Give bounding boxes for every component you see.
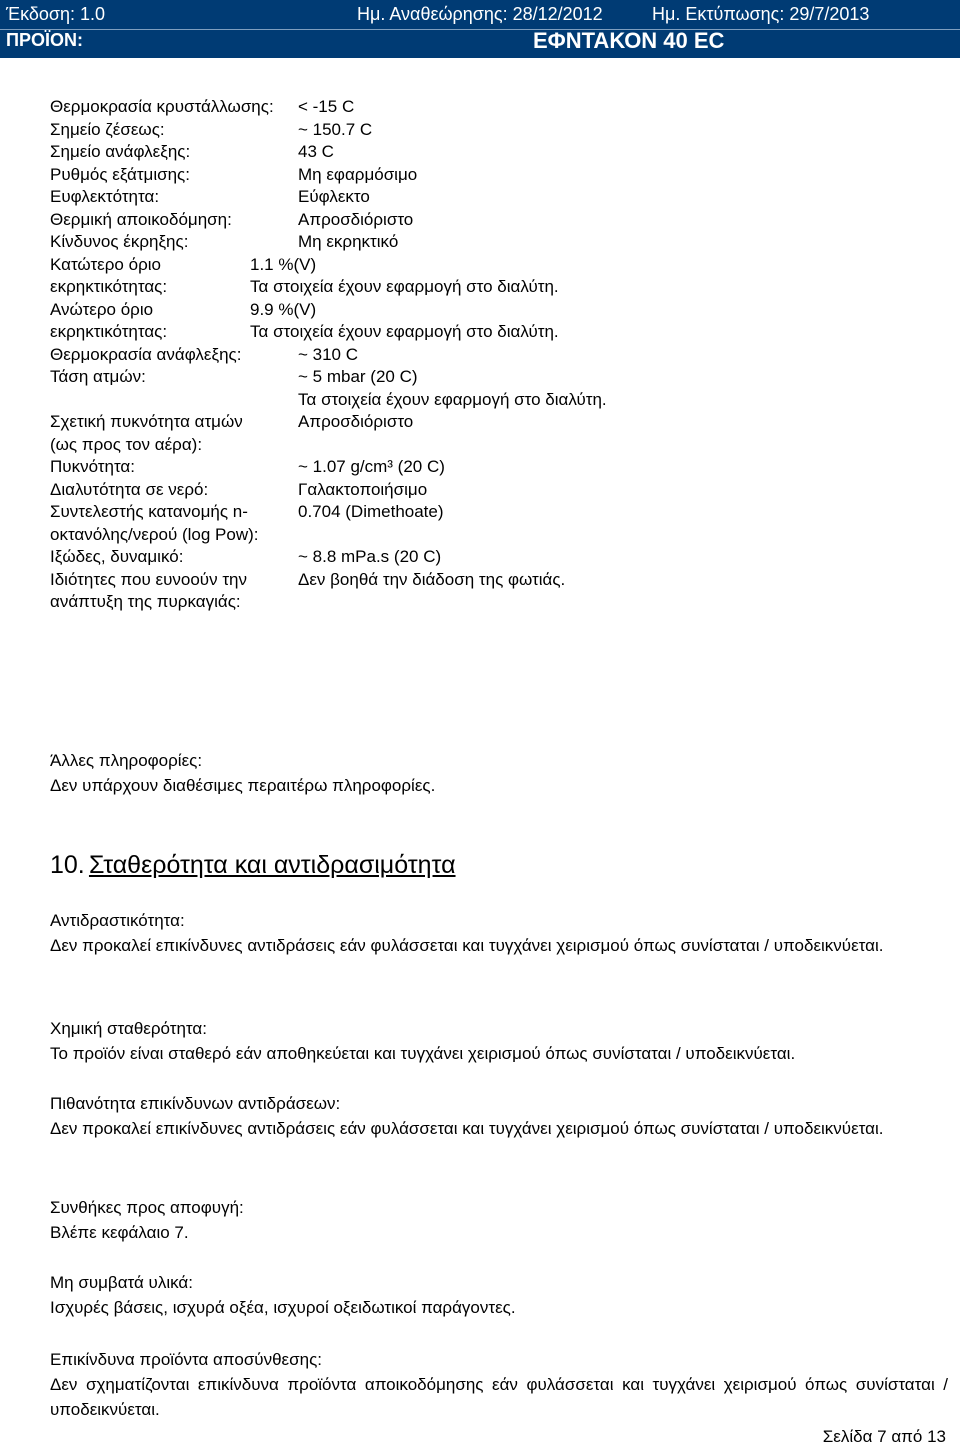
page-number: Σελίδα 7 από 13 bbox=[822, 1427, 946, 1446]
property-value: Γαλακτοποιήσιμο bbox=[298, 479, 428, 499]
property-value: 1.1 %(V) Τα στοιχεία έχουν εφαρμογή στο διαλύτη. bbox=[250, 254, 559, 296]
property-label: Ρυθμός εξάτμισης: bbox=[50, 164, 190, 184]
property-row bbox=[50, 164, 930, 187]
property-label: Συντελεστής κατανομής n-οκτανόλης/νερού (log Pow): bbox=[50, 502, 259, 544]
block-text: Δεν προκαλεί επικίνδυνες αντιδράσεις εάν φυλάσσεται και τυγχάνει χειρισμού όπως συνίσταται / υποδεικνύεται. bbox=[50, 1119, 884, 1138]
property-value: ~ 5 mbar (20 C) Τα στοιχεία έχουν εφαρμογή στο διαλύτη. bbox=[298, 367, 607, 409]
property-value: ~ 1.07 g/cm³ (20 C) bbox=[298, 457, 445, 476]
property-value: Μη εφαρμόσιμο bbox=[298, 164, 418, 184]
property-row bbox=[50, 479, 930, 502]
property-row bbox=[50, 96, 930, 119]
property-label: Κίνδυνος έκρηξης: bbox=[50, 232, 189, 251]
property-label: Πυκνότητα: bbox=[50, 457, 135, 476]
header-product-row bbox=[0, 28, 960, 56]
block-text: Δεν προκαλεί επικίνδυνες αντιδράσεις εάν φυλάσσεται και τυγχάνει χειρισμού όπως συνίσταται / υποδεικνύεται. bbox=[50, 936, 884, 955]
property-label: Σχετική πυκνότητα ατμών (ως προς τον αέρα): bbox=[50, 412, 243, 454]
property-label: Τάση ατμών: bbox=[50, 367, 146, 386]
property-value: Απροσδιόριστο bbox=[298, 209, 414, 229]
property-value: ~ 8.8 mPa.s (20 C) bbox=[298, 547, 442, 566]
property-value: Απροσδιόριστο bbox=[298, 412, 414, 431]
property-value: 0.704 (Dimethoate) bbox=[298, 502, 444, 521]
property-label: Ιξώδες, δυναμικό: bbox=[50, 547, 184, 566]
property-row bbox=[50, 569, 930, 614]
property-label: Ανώτερο όριο εκρηκτικότητας: bbox=[50, 299, 168, 341]
conditions-to-avoid-block bbox=[50, 1195, 948, 1245]
property-label: Ευφλεκτότητα: bbox=[50, 187, 160, 206]
section-heading bbox=[50, 848, 456, 882]
property-row bbox=[50, 456, 930, 479]
property-label: Ιδιότητες που ευνοούν την ανάπτυξη της πυρκαγιάς: bbox=[50, 569, 247, 611]
document-header bbox=[0, 0, 960, 58]
version-text: Έκδοση: 1.0 bbox=[6, 4, 106, 24]
print-date: Ημ. Εκτύπωσης: 29/7/2013 bbox=[652, 4, 870, 24]
property-value: < -15 C bbox=[298, 97, 355, 116]
decomposition-products-block bbox=[50, 1347, 948, 1422]
property-row bbox=[50, 119, 930, 142]
other-info-text: Δεν υπάρχουν διαθέσιμες περαιτέρω πληροφορίες. bbox=[50, 776, 436, 795]
property-label: Θερμοκρασία κρυστάλλωσης: bbox=[50, 97, 274, 116]
header-meta-row bbox=[0, 4, 960, 28]
section-title: Σταθερότητα και αντιδρασιμότητα bbox=[88, 851, 456, 879]
property-label: Σημείο ζέσεως: bbox=[50, 119, 165, 139]
property-value: 9.9 %(V) Τα στοιχεία έχουν εφαρμογή στο διαλύτη. bbox=[250, 299, 559, 341]
property-row bbox=[50, 366, 930, 411]
block-text: Δεν σχηματίζονται επικίνδυνα προϊόντα αποικοδόμησης εάν φυλάσσεται και τυγχάνει χειρισμού όπως συνίσταται / υποδεικνύεται. bbox=[50, 1375, 948, 1419]
property-value: Εύφλεκτο bbox=[298, 187, 370, 206]
block-title: Επικίνδυνα προϊόντα αποσύνθεσης: bbox=[50, 1350, 322, 1369]
property-row bbox=[50, 546, 930, 569]
properties-table bbox=[50, 96, 930, 614]
property-value: Μη εκρηκτικό bbox=[298, 232, 399, 251]
incompatible-materials-block bbox=[50, 1270, 948, 1320]
product-name: ΕΦΝΤΑΚΟΝ 40 EC bbox=[533, 28, 725, 53]
property-label: Θερμοκρασία ανάφλεξης: bbox=[50, 344, 242, 364]
revision-date: Ημ. Αναθεώρησης: 28/12/2012 bbox=[357, 4, 603, 24]
property-label: Κατώτερο όριο εκρηκτικότητας: bbox=[50, 254, 168, 296]
property-row bbox=[50, 209, 930, 232]
block-title: Χημική σταθερότητα: bbox=[50, 1019, 207, 1038]
property-value: Δεν βοηθά την διάδοση της φωτιάς. bbox=[298, 569, 566, 589]
property-value: ~ 150.7 C bbox=[298, 119, 373, 139]
property-row bbox=[50, 299, 930, 344]
property-row bbox=[50, 231, 930, 254]
property-label: Θερμική αποικοδόμηση: bbox=[50, 209, 232, 229]
block-title: Συνθήκες προς αποφυγή: bbox=[50, 1198, 244, 1217]
property-value: 43 C bbox=[298, 142, 334, 161]
product-label: ΠΡΟΪΟΝ: bbox=[6, 30, 84, 50]
reactivity-block bbox=[50, 908, 948, 958]
block-title: Πιθανότητα επικίνδυνων αντιδράσεων: bbox=[50, 1094, 341, 1113]
property-row bbox=[50, 344, 930, 367]
property-row bbox=[50, 254, 930, 299]
property-value: ~ 310 C bbox=[298, 344, 359, 364]
block-title: Μη συμβατά υλικά: bbox=[50, 1273, 193, 1292]
property-label: Διαλυτότητα σε νερό: bbox=[50, 479, 209, 499]
property-row bbox=[50, 501, 930, 546]
block-title: Αντιδραστικότητα: bbox=[50, 911, 185, 930]
block-text: Το προϊόν είναι σταθερό εάν αποθηκεύεται και τυγχάνει χειρισμού όπως συνίσταται / υποδεικνύεται. bbox=[50, 1044, 796, 1063]
property-label: Σημείο ανάφλεξης: bbox=[50, 142, 191, 161]
block-text: Βλέπε κεφάλαιο 7. bbox=[50, 1223, 189, 1242]
property-row bbox=[50, 411, 930, 456]
property-row bbox=[50, 141, 930, 164]
other-info-title: Άλλες πληροφορίες: bbox=[50, 751, 203, 770]
block-text: Ισχυρές βάσεις, ισχυρά οξέα, ισχυροί οξειδωτικοί παράγοντες. bbox=[50, 1298, 516, 1317]
hazardous-reactions-block bbox=[50, 1091, 948, 1141]
other-info bbox=[50, 748, 948, 798]
section-number: 10. bbox=[50, 851, 85, 879]
chemical-stability-block bbox=[50, 1016, 948, 1066]
property-row bbox=[50, 186, 930, 209]
